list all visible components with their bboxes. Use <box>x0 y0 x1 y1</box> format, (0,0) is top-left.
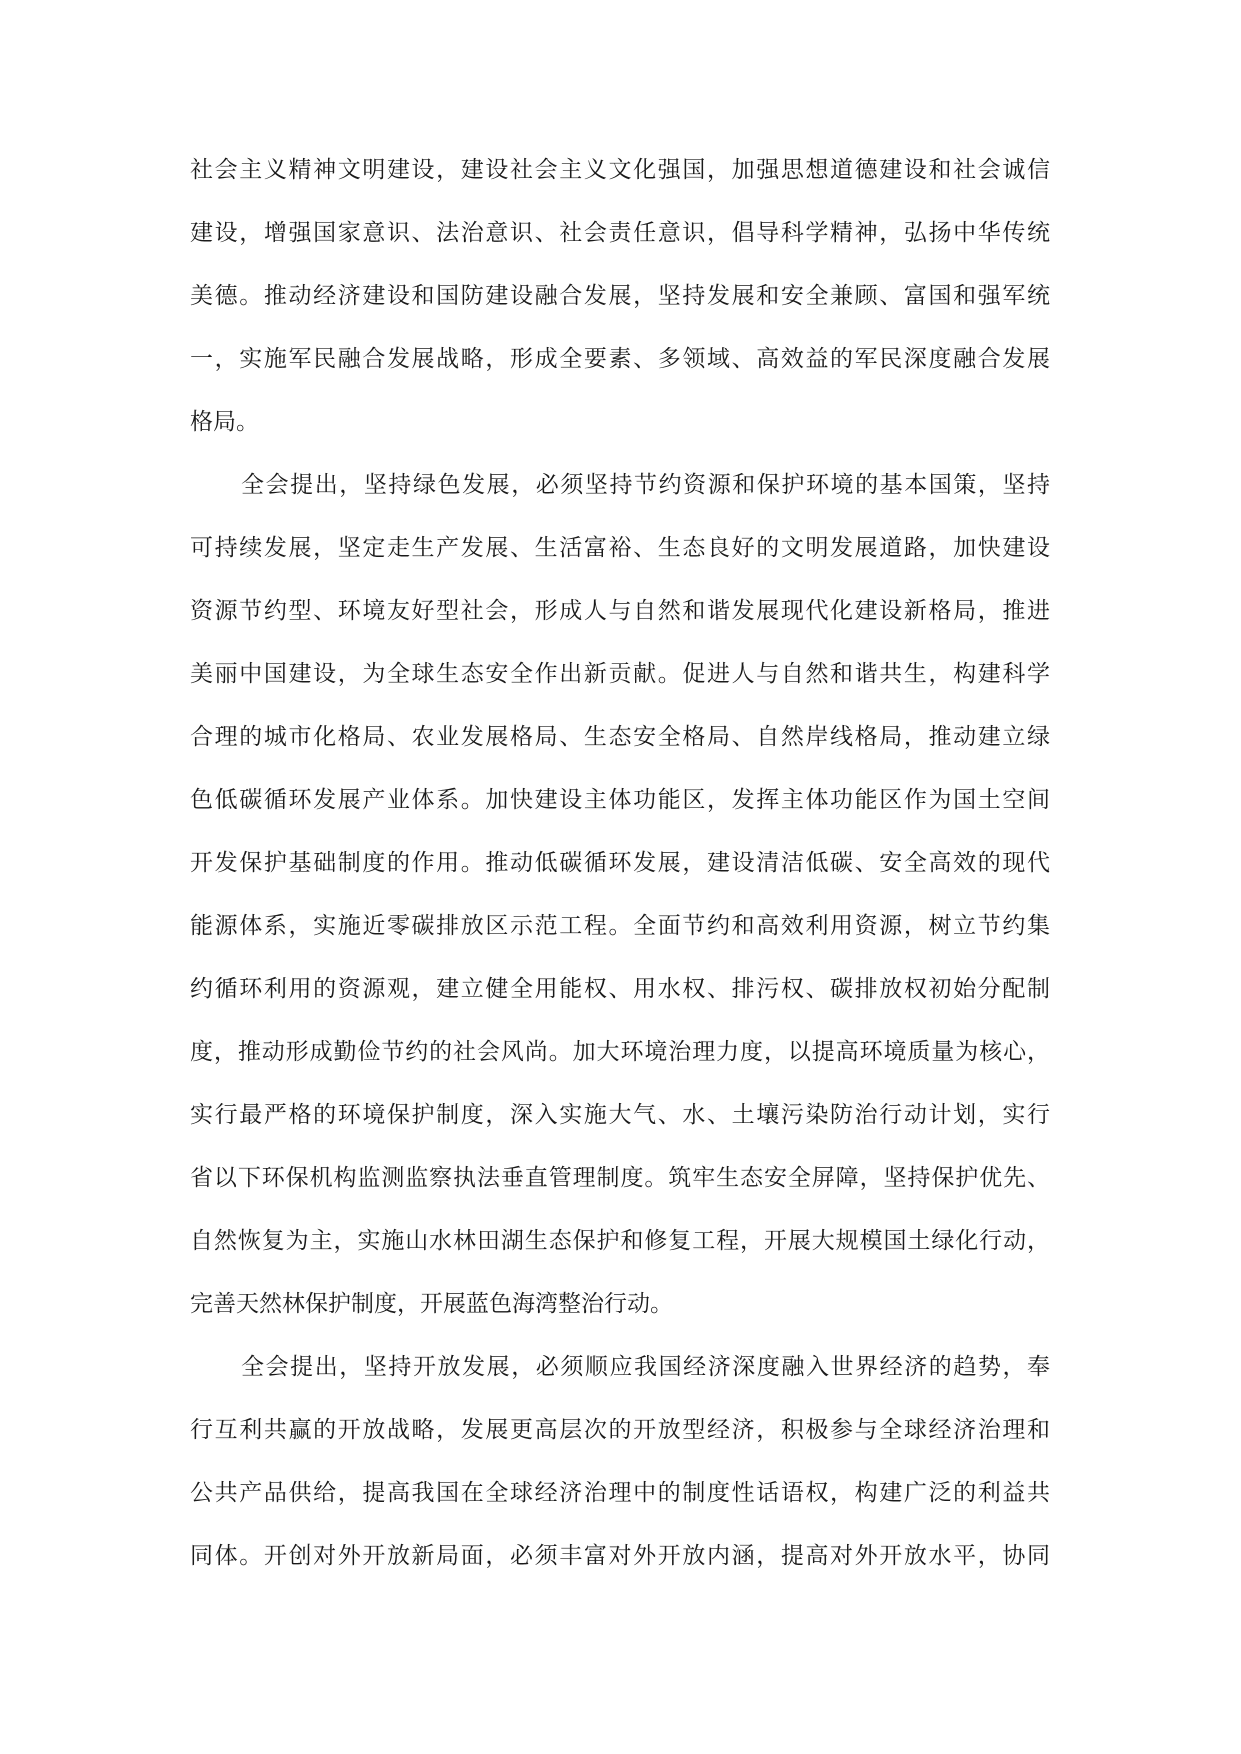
document-body <box>190 154 1050 1603</box>
text-line: 美丽中国建设，为全球生态安全作出新贡献。促进人与自然和谐共生，构建科学 <box>190 661 1050 687</box>
text-line: 开发保护基础制度的作用。推动低碳循环发展，建设清洁低碳、安全高效的现代 <box>190 850 1050 876</box>
text-line: 约循环利用的资源观，建立健全用能权、用水权、排污权、碳排放权初始分配制 <box>190 976 1050 1002</box>
text-line: 色低碳循环发展产业体系。加快建设主体功能区，发挥主体功能区作为国土空间 <box>190 787 1050 813</box>
text-line: 公共产品供给，提高我国在全球经济治理中的制度性话语权，构建广泛的利益共 <box>190 1480 1050 1506</box>
text-line: 社会主义精神文明建设，建设社会主义文化强国，加强思想道德建设和社会诚信 <box>190 157 1050 183</box>
text-line: 格局。 <box>190 409 259 435</box>
paragraph-1 <box>190 154 1050 469</box>
text-line: 可持续发展，坚定走生产发展、生活富裕、生态良好的文明发展道路，加快建设 <box>190 535 1050 561</box>
text-line: 完善天然林保护制度，开展蓝色海湾整治行动。 <box>190 1291 673 1317</box>
paragraph-2 <box>190 469 1050 1351</box>
text-line: 自然恢复为主，实施山水林田湖生态保护和修复工程，开展大规模国土绿化行动， <box>190 1228 1050 1254</box>
text-line: 资源节约型、环境友好型社会，形成人与自然和谐发展现代化建设新格局，推进 <box>190 598 1050 624</box>
text-line: 度，推动形成勤俭节约的社会风尚。加大环境治理力度，以提高环境质量为核心， <box>190 1039 1050 1065</box>
text-line: 能源体系，实施近零碳排放区示范工程。全面节约和高效利用资源，树立节约集 <box>190 913 1050 939</box>
text-line: 美德。推动经济建设和国防建设融合发展，坚持发展和安全兼顾、富国和强军统 <box>190 283 1050 309</box>
text-line: 建设，增强国家意识、法治意识、社会责任意识，倡导科学精神，弘扬中华传统 <box>190 220 1050 246</box>
text-line: 省以下环保机构监测监察执法垂直管理制度。筑牢生态安全屏障，坚持保护优先、 <box>190 1165 1050 1191</box>
text-line: 同体。开创对外开放新局面，必须丰富对外开放内涵，提高对外开放水平，协同 <box>190 1543 1050 1569</box>
text-line: 实行最严格的环境保护制度，深入实施大气、水、土壤污染防治行动计划，实行 <box>190 1102 1050 1128</box>
text-line: 行互利共赢的开放战略，发展更高层次的开放型经济，积极参与全球经济治理和 <box>190 1417 1050 1443</box>
paragraph-3 <box>190 1351 1050 1603</box>
text-line: 合理的城市化格局、农业发展格局、生态安全格局、自然岸线格局，推动建立绿 <box>190 724 1050 750</box>
text-line: 全会提出，坚持开放发展，必须顺应我国经济深度融入世界经济的趋势，奉 <box>241 1354 1050 1380</box>
text-line: 一，实施军民融合发展战略，形成全要素、多领域、高效益的军民深度融合发展 <box>190 346 1050 372</box>
text-line: 全会提出，坚持绿色发展，必须坚持节约资源和保护环境的基本国策，坚持 <box>241 472 1050 498</box>
